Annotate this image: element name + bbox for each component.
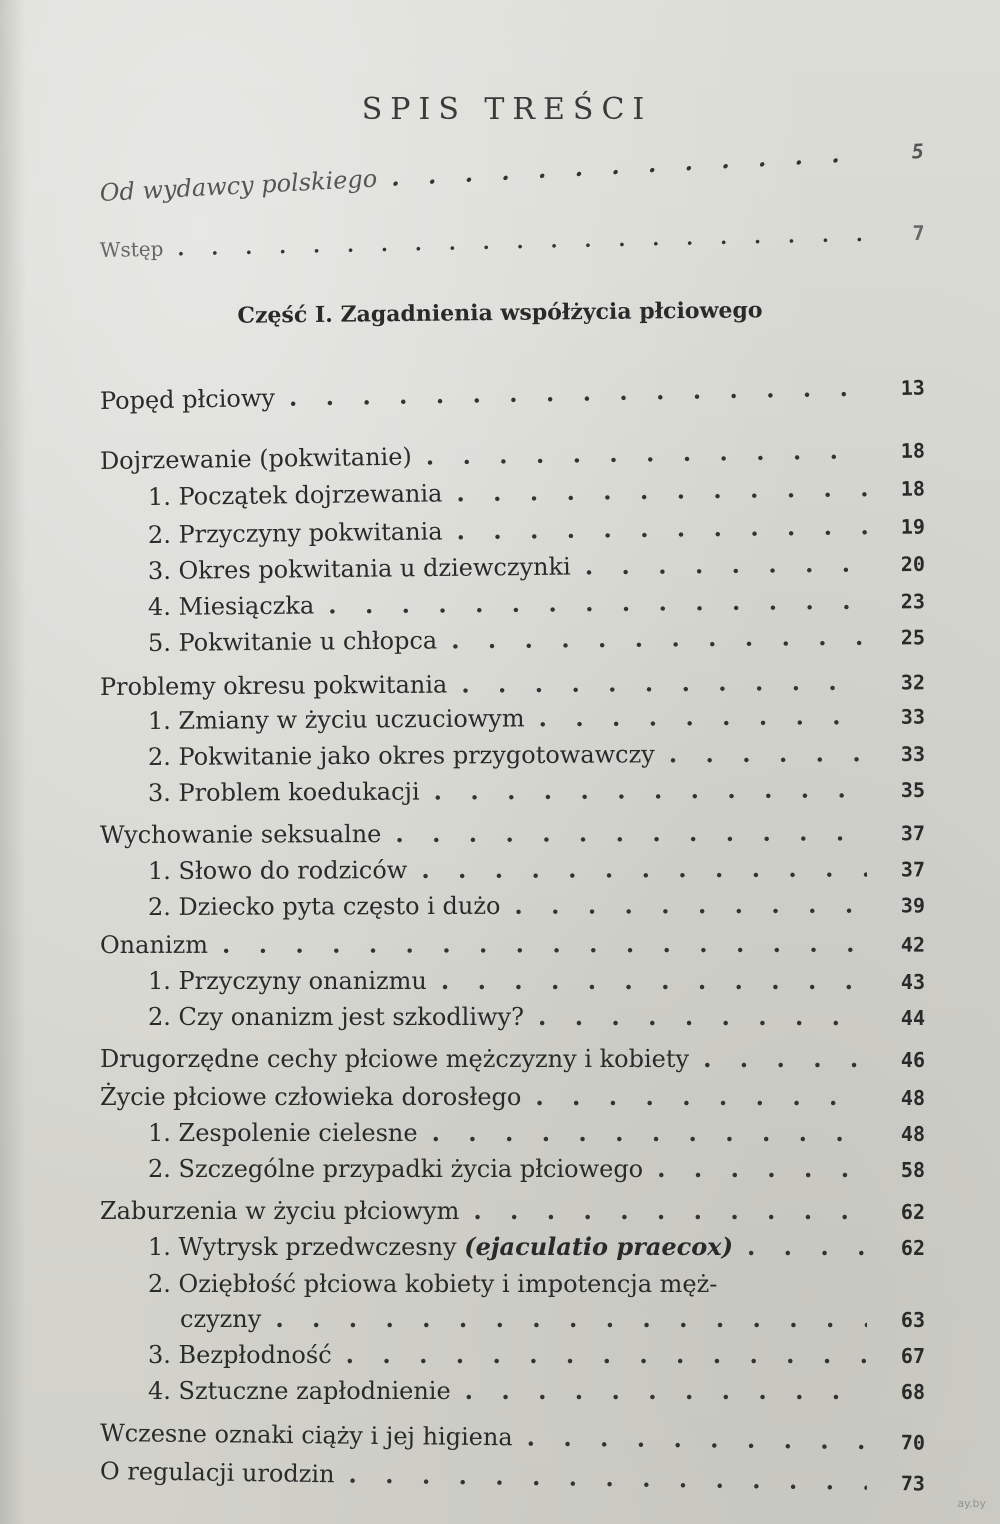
toc-entry-page: 44 [900, 1006, 925, 1030]
toc-entry-label: 1. Zespolenie cielesne [148, 1119, 418, 1147]
toc-entry-label-latin: (ejaculatio praecox) [464, 1232, 733, 1261]
toc-entry-label: Wstęp [99, 236, 164, 262]
toc-entry [148, 1118, 925, 1154]
toc-entry-page: 58 [900, 1158, 925, 1182]
toc-entry [148, 738, 925, 778]
toc-entry-label: 3. Bezpłodność [148, 1341, 332, 1369]
page-title: SPIS TREŚCI [361, 92, 653, 127]
toc-entry-page: 5 [911, 138, 925, 164]
toc-leader-dots [538, 1002, 867, 1031]
toc-leader-dots [348, 1459, 867, 1495]
toc-entry-label-main: 1. Wytrysk przedwczesny [148, 1233, 457, 1261]
toc-entry-page: 37 [900, 821, 926, 846]
toc-entry [148, 889, 925, 928]
toc-leader-dots [275, 1304, 867, 1333]
toc-leader-dots [465, 1376, 867, 1405]
toc-entry [148, 966, 925, 1002]
toc-leader-dots [390, 138, 866, 192]
toc-leader-dots [432, 1118, 867, 1147]
toc-entry [99, 135, 925, 214]
toc-leader-dots [669, 738, 867, 768]
toc-entry-label: 2. Pokwitanie jako okres przygotowawczy [147, 740, 655, 771]
toc-entry [148, 1002, 925, 1038]
toc-entry-label: 3. Okres pokwitania u dziewczynki [147, 552, 571, 585]
toc-entry-page: 18 [900, 438, 926, 463]
toc-entry-label: 4. Miesiączka [147, 591, 315, 621]
toc-leader-dots [421, 853, 867, 884]
toc-entry-page: 48 [900, 1086, 925, 1110]
toc-entry [100, 1196, 925, 1232]
toc-entry-label [148, 1232, 733, 1261]
toc-entry-page: 7 [912, 220, 925, 245]
toc-entry-label: 2. Dziecko pyta często i dużo [147, 891, 501, 921]
toc-entry-page: 67 [900, 1344, 925, 1368]
toc-entry [100, 372, 926, 422]
toc-leader-dots [538, 701, 867, 732]
toc-leader-dots [527, 1422, 868, 1455]
toc-leader-dots [657, 1154, 867, 1183]
toc-entry-page: 20 [900, 551, 926, 577]
toc-entry [100, 1044, 925, 1080]
toc-entry-page: 25 [900, 625, 926, 650]
toc-entry-label: 4. Sztuczne zapłodnienie [148, 1377, 451, 1405]
toc-entry-label: czyzny [180, 1305, 262, 1333]
toc-entry-label: Drugorzędne cechy płciowe mężczyzny i kobiety [100, 1045, 690, 1073]
toc-entry-label: 2. Szczególne przypadki życia płciowego [148, 1155, 644, 1183]
toc-entry-label: 1. Słowo do rodziców [147, 856, 408, 885]
toc-leader-dots [289, 373, 867, 412]
toc-entry [148, 1154, 925, 1190]
toc-leader-dots [703, 1044, 867, 1073]
toc-entry-label: 1. Przyczyny onanizmu [148, 967, 427, 995]
toc-entry-page: 39 [900, 893, 926, 918]
toc-entry-page: 63 [900, 1308, 925, 1332]
toc-entry-page: 37 [900, 857, 926, 882]
toc-leader-dots [456, 473, 867, 507]
part-heading: Część I. Zagadnienia współżycia płciowego [237, 297, 763, 329]
toc-entry-label: Zaburzenia w życiu płciowym [100, 1197, 460, 1225]
toc-entry [100, 1456, 925, 1504]
toc-entry-label: 2. Oziębłość płciowa kobiety i impotencja męż- [148, 1270, 718, 1298]
toc-entry [148, 1340, 925, 1376]
toc-leader-dots [177, 222, 867, 260]
toc-leader-dots [222, 929, 867, 959]
watermark: ay.by [957, 1497, 986, 1510]
toc-entry-page: 19 [900, 514, 926, 539]
toc-entry-label: 5. Pokwitanie u chłopca [147, 626, 438, 657]
toc-entry [100, 817, 925, 856]
toc-entry [148, 853, 925, 892]
toc-entry-page: 73 [900, 1471, 926, 1496]
toc-entry-page: 13 [900, 375, 926, 401]
toc-entry-label: 2. Czy onanizm jest szkodliwy? [148, 1003, 524, 1031]
toc-entry-label: Dojrzewanie (pokwitanie) [99, 442, 412, 475]
toc-leader-dots [747, 1232, 867, 1261]
toc-entry [100, 1418, 925, 1463]
toc-entry [148, 701, 925, 742]
toc-leader-dots [395, 817, 867, 848]
toc-entry-page: 32 [900, 670, 926, 695]
toc-entry-page: 42 [900, 932, 926, 957]
toc-entry [148, 1376, 925, 1412]
toc-entry [100, 1082, 925, 1118]
toc-entry [148, 1232, 925, 1268]
toc-leader-dots [585, 548, 867, 580]
toc-leader-dots [451, 622, 867, 655]
toc-entry-label: Onanizm [99, 930, 209, 959]
toc-entry-page: 68 [900, 1380, 925, 1404]
toc-entry [100, 221, 926, 274]
toc-entry-label: 2. Przyczyny pokwitania [147, 517, 443, 549]
toc-entry [148, 774, 925, 814]
toc-entry-page: 35 [900, 777, 926, 803]
toc-entry-page: 62 [900, 1236, 925, 1260]
toc-leader-dots [346, 1340, 867, 1369]
toc-leader-dots [514, 889, 867, 919]
toc-entry-page: 23 [900, 589, 926, 614]
toc-entry-page: 46 [900, 1048, 925, 1072]
toc-entry-page: 48 [900, 1122, 925, 1146]
toc-entry-label: 1. Początek dojrzewania [147, 479, 443, 511]
toc-leader-dots [535, 1082, 867, 1111]
toc-leader-dots [461, 667, 867, 699]
toc-entry [100, 929, 925, 966]
toc-leader-dots [426, 435, 868, 470]
toc-entry-page: 43 [900, 970, 925, 994]
toc-leader-dots [441, 966, 867, 995]
toc-leader-dots [328, 586, 867, 620]
toc-entry-page: 62 [900, 1200, 925, 1224]
toc-entry-label: Wychowanie seksualne [99, 820, 382, 849]
toc-entry [148, 1270, 850, 1306]
toc-leader-dots [456, 511, 867, 545]
toc-leader-dots [434, 774, 867, 805]
toc-entry [148, 621, 925, 664]
toc-entry-label: Życie płciowe człowieka dorosłego [100, 1083, 522, 1111]
toc-entry-label: O regulacji urodzin [99, 1457, 335, 1489]
toc-entry-page: 33 [900, 741, 926, 767]
toc-entry-label: Wczesne oznaki ciąży i jej higiena [99, 1419, 513, 1452]
toc-entry-label: 3. Problem koedukacji [147, 777, 420, 807]
toc-entry-page: 70 [900, 1430, 926, 1455]
toc-entry-page: 18 [900, 476, 926, 501]
toc-entry-label: Od wydawcy polskiego [99, 164, 378, 207]
toc-entry-page: 33 [900, 704, 926, 729]
toc-entry-label: Problemy okresu pokwitania [99, 670, 448, 701]
toc-entry-label: 1. Zmiany w życiu uczuciowym [147, 704, 525, 735]
toc-entry-label: Popęd płciowy [99, 383, 276, 415]
toc-entry [180, 1304, 925, 1340]
toc-leader-dots [473, 1196, 867, 1225]
